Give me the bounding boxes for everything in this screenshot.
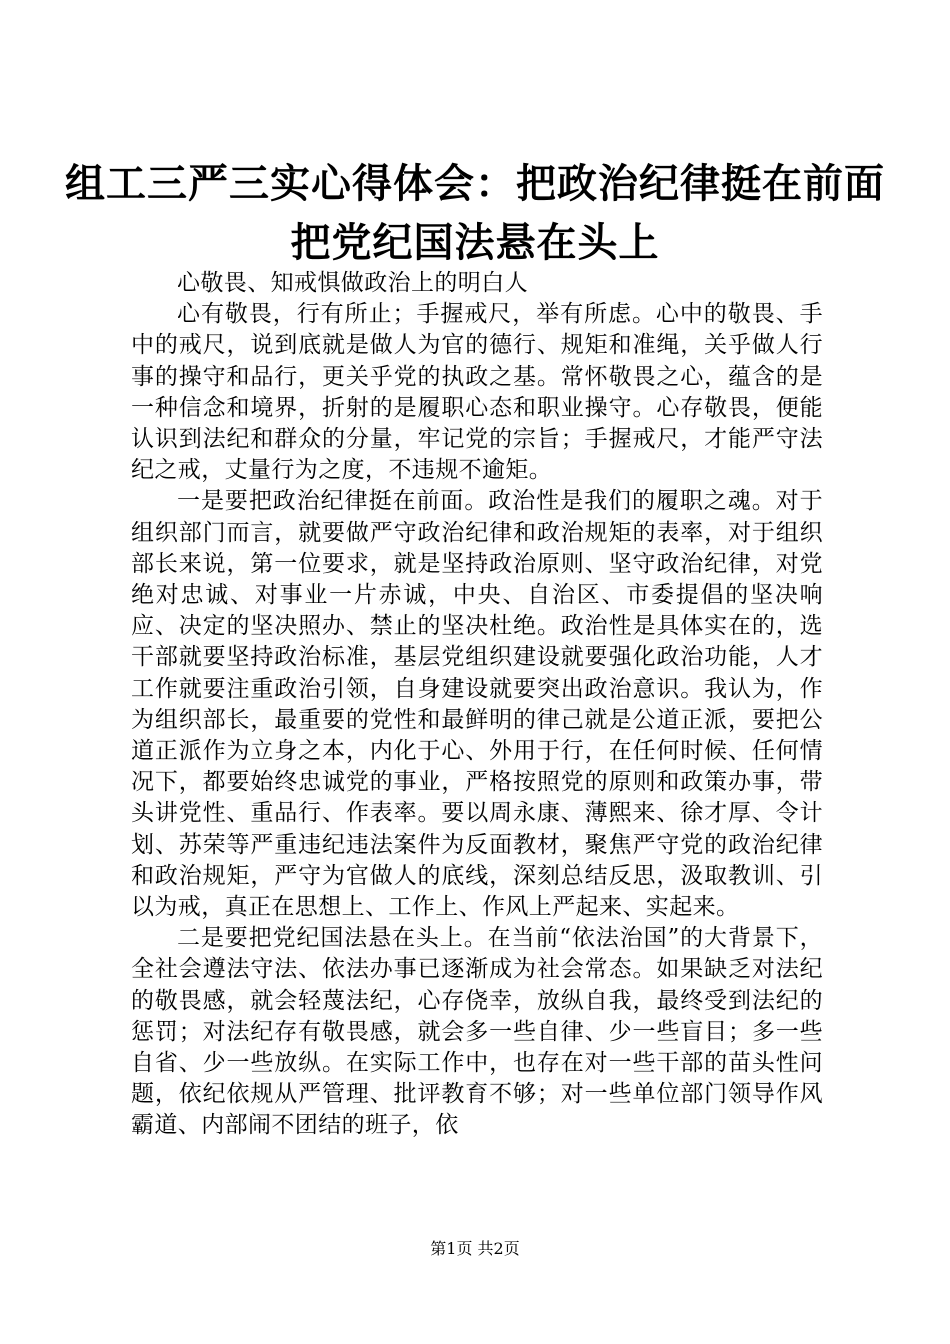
page-footer: 第1页 共2页 xyxy=(430,1239,520,1258)
paragraph-party-law: 二是要把党纪国法悬在头上。在当前“依法治国”的大背景下，全社会遵法守法、依法办事已逐渐成为社会常态。如果缺乏对法纪的敬畏感，就会轻蔑法纪，心存侥幸，放纵自我，最终受到法纪的惩罚；对法纪存有敬畏感，就会多一些自律、少一些盲目；多一些自省、少一些放纵。在实际工作中，也存在对一些干部的苗头性问题，依纪依规从严管理、批评教育不够；对一些单位部门领导作风霸道、内部闹不团结的班子，依 xyxy=(131,925,823,1139)
paragraph-reverence: 心有敬畏，行有所止；手握戒尺，举有所虑。心中的敬畏、手中的戒尺，说到底就是做人为官的德行、规矩和准绳，关乎做人行事的操守和品行，更关乎党的执政之基。常怀敬畏之心，蕴含的是一种信念和境界，折射的是履职心态和职业操守。心存敬畏，便能认识到法纪和群众的分量，牢记党的宗旨；手握戒尺，才能严守法纪之戒，丈量行为之度，不违规不逾矩。 xyxy=(131,301,823,484)
paragraph-political-discipline: 一是要把政治纪律挺在前面。政治性是我们的履职之魂。对于组织部门而言，就要做严守政治纪律和政治规矩的表率，对于组织部长来说，第一位要求，就是坚持政治原则、坚守政治纪律，对党绝对忠诚、对事业一片赤诚，中央、自治区、市委提倡的坚决响应、决定的坚决照办、禁止的坚决杜绝。政治性是具体实在的，选干部就要坚持政治标准，基层党组织建设就要强化政治功能，人才工作就要注重政治引领，自身建设就要突出政治意识。我认为，作为组织部长，最重要的党性和最鲜明的律己就是公道正派，要把公道正派作为立身之本，内化于心、外用于行，在任何时候、任何情况下，都要始终忠诚党的事业，严格按照党的原则和政策办事，带头讲党性、重品行、作表率。要以周永康、薄熙来、徐才厚、令计划、苏荣等严重违纪违法案件为反面教材，聚焦严守党的政治纪律和政治规矩，严守为官做人的底线，深刻总结反思，汲取教训、引以为戒，真正在思想上、工作上、作风上严起来、实起来。 xyxy=(131,488,823,921)
document-body xyxy=(131,268,823,1142)
section-heading: 心敬畏、知戒惧做政治上的明白人 xyxy=(177,270,528,296)
document-title-line-2: 把党纪国法悬在头上 xyxy=(290,219,660,266)
document-title-line-1: 组工三严三实心得体会：把政治纪律挺在前面 xyxy=(65,160,885,207)
